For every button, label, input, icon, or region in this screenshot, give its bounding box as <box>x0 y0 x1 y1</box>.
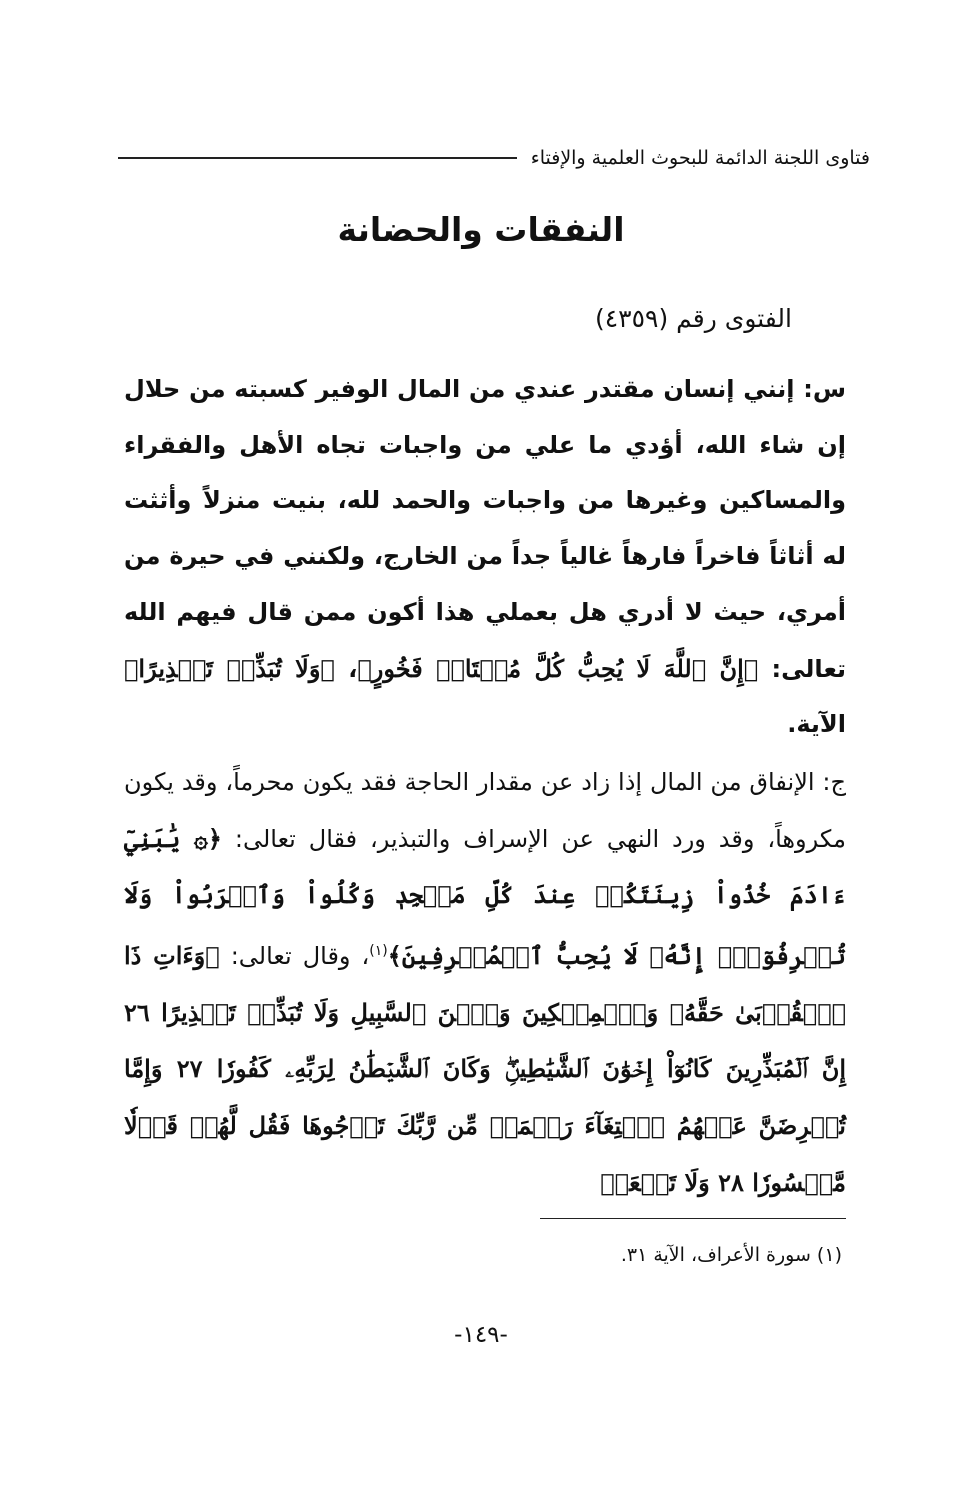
question-verse-1: ﴿إِنَّ ٱللَّهَ لَا يُحِبُّ كُلَّ مُخۡتَالٖ فَخُورٍ﴾ <box>357 653 759 683</box>
running-header-rule <box>118 157 517 159</box>
footnote-rule <box>540 1218 846 1219</box>
question-verse-2: ﴿وَلَا تُبَذِّرۡ تَبۡذِيرًا﴾ <box>124 653 335 683</box>
question-paragraph <box>124 362 846 753</box>
section-title: النفقات والحضانة <box>337 210 625 249</box>
footnote: (١) سورة الأعراف، الآية ٣١. <box>620 1244 842 1266</box>
answer-verse-1: ﴿۞ يَٰبَنِيٓ ءَادَمَ خُذُواْ زِينَتَكُمۡ عِندَ كُلِّ مَسۡجِدٖ وَكُلُواْ وَٱشۡرَبُواْ وَلَا تُسۡرِفُوٓاْۚ إِنَّهُۥ لَا يُحِبُّ ٱلۡمُسۡرِفِينَ﴾ <box>124 823 846 971</box>
footnote-reference: (١) <box>369 943 388 960</box>
answer-verse-2: ﴿وَءَاتِ ذَا ٱلۡقُرۡبَىٰ حَقَّهُۥ وَٱلۡمِسۡكِينَ وَٱبۡنَ ٱلسَّبِيلِ وَلَا تُبَذِّرۡ تَبۡذِيرًا ٢٦ إِنَّ ٱلۡمُبَذِّرِينَ كَانُوٓاْ إِخۡوَٰنَ ٱلشَّيَٰطِينِۖ وَكَانَ ٱلشَّيۡطَٰنُ لِرَبِّهِۦ كَفُورٗا ٢٧ وَإِمَّا تُعۡرِضَنَّ عَنۡهُمُ ٱبۡتِغَآءَ رَحۡمَةٖ مِّن رَّبِّكَ تَرۡجُوهَا فَقُل لَّهُمۡ قَوۡلٗا مَّيۡسُورٗا ٢٨ وَلَا تَجۡعَلۡ <box>124 941 847 1197</box>
page-number: -١٤٩- <box>454 1322 508 1348</box>
answer-paragraph <box>124 755 846 1212</box>
running-header <box>118 140 870 176</box>
question-text: س: إنني إنسان مقتدر عندي من المال الوفير كسبته من حلال إن شاء الله، أؤدي ما علي من واجبات تجاه الأهل والفقراء والمساكين وغيرها من واجبات والحمد لله، بنيت منزلاً وأثثت له أثاثاً فاخراً فارهاً غالياً جداً من الخارج، ولكنني في حيرة من أمري، حيث لا أدري هل بعملي هذا أكون ممن قال فيهم الله تعالى: <box>124 375 847 683</box>
question-ending: الآية. <box>787 710 846 739</box>
question-separator: ، <box>334 654 358 683</box>
fatwa-number: الفتوى رقم (٤٣٥٩) <box>594 304 792 333</box>
answer-middle: ، وقال تعالى: <box>219 942 370 971</box>
fatwa-body <box>124 362 846 1212</box>
running-header-title: فتاوى اللجنة الدائمة للبحوث العلمية والإفتاء <box>530 147 870 169</box>
answer-text: ج: الإنفاق من المال إذا زاد عن مقدار الحاجة فقد يكون محرماً، وقد يكون مكروهاً، وقد ورد النهي عن الإسراف والتبذير، فقال تعالى: <box>124 767 846 853</box>
